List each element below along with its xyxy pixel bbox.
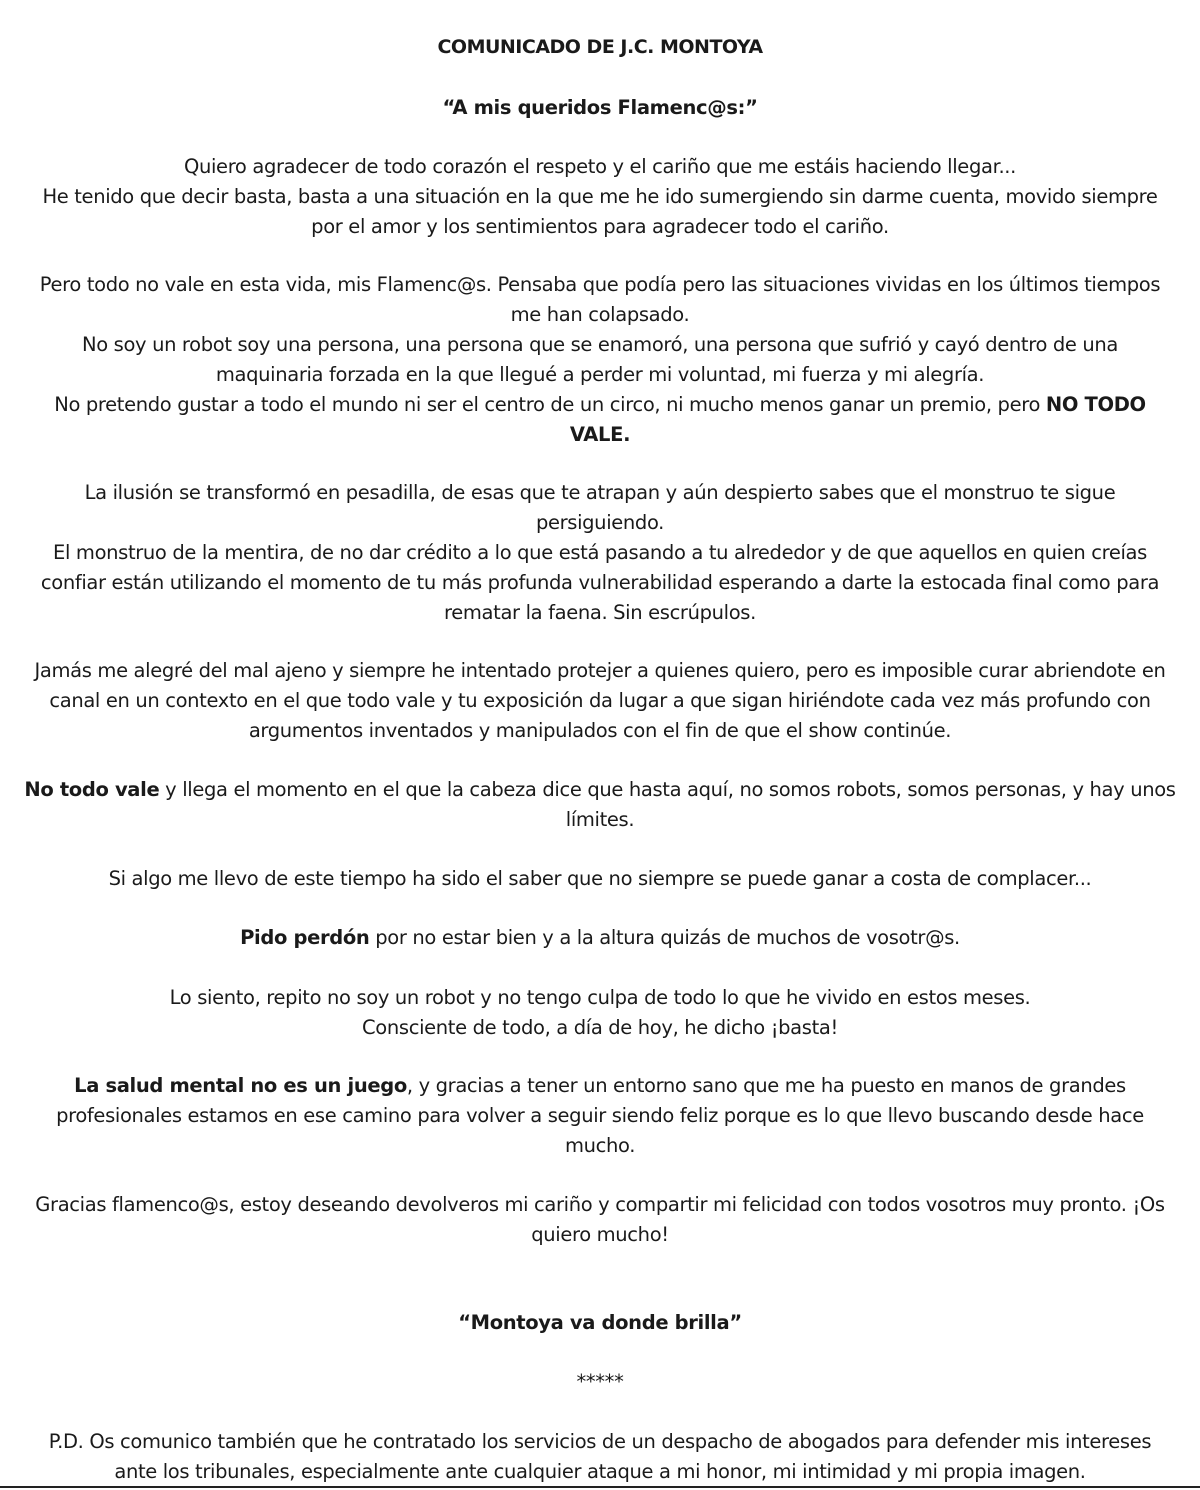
paragraph-line (0, 923, 1200, 953)
postscript-line: P.D. Os comunico también que he contratado los servicios de un despacho de abogados para defender mis intereses (48, 1430, 1152, 1453)
emphasis-text: Pido perdón (240, 926, 370, 949)
closing-motto: “Montoya va donde brilla” (458, 1311, 742, 1334)
paragraph-line: confiar están utilizando el momento de tu más profunda vulnerabilidad esperando a darte la estocada final como para (40, 571, 1160, 594)
paragraph-line: Quiero agradecer de todo corazón el respeto y el cariño que me estáis haciendo llegar... (183, 155, 1017, 178)
emphasis-text: NO TODO (1045, 393, 1146, 416)
separator-stars: ***** (576, 1370, 624, 1393)
paragraph-text: por no estar bien y a la altura quizás de muchos de vosotr@s. (369, 926, 960, 949)
paragraph-line: límites. (565, 808, 635, 831)
paragraph-line: Si algo me llevo de este tiempo ha sido el saber que no siempre se puede ganar a costa de complacer... (108, 867, 1092, 890)
paragraph-line: Jamás me alegré del mal ajeno y siempre he intentado protejer a quienes quiero, pero es imposible curar abriendote en (34, 659, 1166, 682)
emphasis-text: No todo vale (24, 778, 160, 801)
paragraph-line: La ilusión se transformó en pesadilla, de esas que te atrapan y aún despierto sabes que el monstruo te sigue (84, 481, 1116, 504)
bottom-border (0, 1486, 1200, 1488)
paragraph-line: Gracias flamenco@s, estoy deseando devolveros mi cariño y compartir mi felicidad con todos vosotros muy pronto. ¡Os (35, 1193, 1165, 1216)
paragraph-text: y llega el momento en el que la cabeza dice que hasta aquí, no somos robots, somos personas, y hay unos (159, 778, 1176, 801)
paragraph-line: maquinaria forzada en la que llegué a perder mi voluntad, mi fuerza y mi alegría. (215, 363, 985, 386)
paragraph-line: persiguiendo. (535, 511, 665, 534)
paragraph-line (0, 1071, 1200, 1101)
greeting: “A mis queridos Flamenc@s:” (442, 96, 758, 119)
paragraph-line: No soy un robot soy una persona, una persona que se enamoró, una persona que sufrió y cayó dentro de una (81, 333, 1119, 356)
emphasis-line: VALE. (569, 423, 631, 446)
paragraph-line: Consciente de todo, a día de hoy, he dicho ¡basta! (362, 1016, 838, 1039)
paragraph-line: profesionales estamos en ese camino para volver a seguir siendo feliz porque es lo que llevo buscando desde hace (56, 1104, 1144, 1127)
paragraph-text: , y gracias a tener un entorno sano que me ha puesto en manos de grandes (406, 1074, 1126, 1097)
paragraph-line (0, 775, 1200, 805)
emphasis-text: La salud mental no es un juego (74, 1074, 407, 1097)
paragraph-line: por el amor y los sentimientos para agradecer todo el cariño. (311, 215, 889, 238)
paragraph-text: No pretendo gustar a todo el mundo ni ser el centro de un circo, ni mucho menos ganar un premio, pero (54, 393, 1046, 416)
paragraph-line: me han colapsado. (510, 303, 690, 326)
paragraph-line: Lo siento, repito no soy un robot y no tengo culpa de todo lo que he vivido en estos meses. (169, 986, 1031, 1009)
document-title: COMUNICADO DE J.C. MONTOYA (437, 36, 763, 58)
paragraph-line: argumentos inventados y manipulados con el fin de que el show continúe. (248, 719, 952, 742)
postscript-line: ante los tribunales, especialmente ante cualquier ataque a mi honor, mi intimidad y mi propia imagen. (114, 1460, 1086, 1483)
paragraph-line: rematar la faena. Sin escrúpulos. (444, 601, 756, 624)
paragraph-line: quiero mucho! (531, 1223, 669, 1246)
paragraph-line (0, 390, 1200, 420)
paragraph-line: mucho. (564, 1134, 636, 1157)
paragraph-line: He tenido que decir basta, basta a una situación en la que me he ido sumergiendo sin darme cuenta, movido siempre (42, 185, 1158, 208)
paragraph-line: Pero todo no vale en esta vida, mis Flamenc@s. Pensaba que podía pero las situaciones vividas en los últimos tiempos (39, 273, 1161, 296)
paragraph-line: El monstruo de la mentira, de no dar crédito a lo que está pasando a tu alrededor y de que aquellos en quien creías (53, 541, 1147, 564)
paragraph-line: canal en un contexto en el que todo vale y tu exposición da lugar a que sigan hiriéndote cada vez más profundo con (49, 689, 1151, 712)
